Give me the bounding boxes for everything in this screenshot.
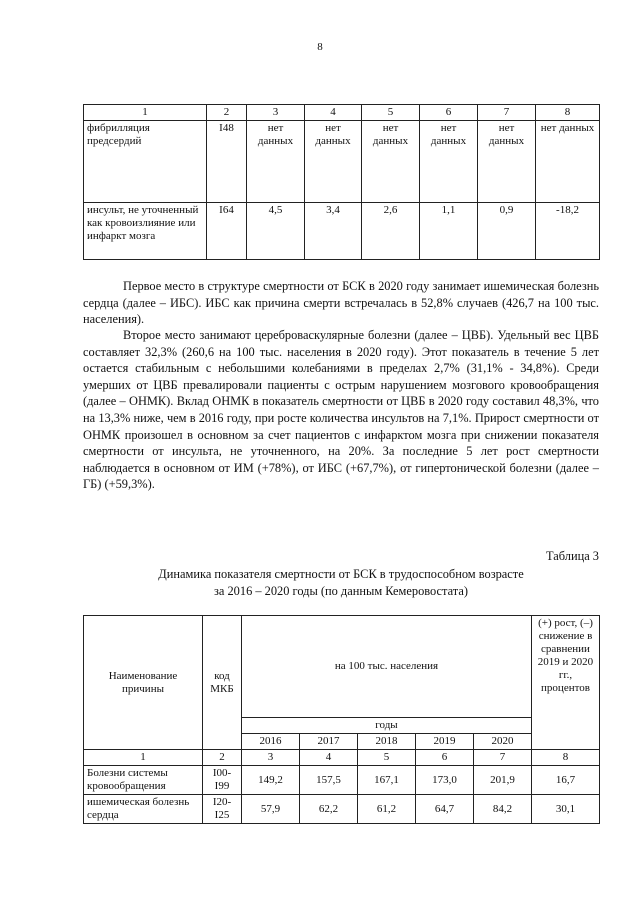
change-cell: 16,7 xyxy=(532,766,600,795)
table-cell: 201,9 xyxy=(474,766,532,795)
table-cell: 149,2 xyxy=(242,766,300,795)
table-title-line: за 2016 – 2020 годы (по данным Кемеровостата) xyxy=(214,583,468,598)
paragraph: Второе место занимают цереброваскулярные болезни (далее – ЦВБ). Удельный вес ЦВБ составляет 32,3% (260,6 на 100 тыс. населения в 2020 году). Этот показатель в течение 5 лет остается стабильным с небольшими колебаниями в пределах 2,7% (31,1% - 34,8%). Среди умерших от ЦВБ превалировали пациенты с острым нарушением мозгового кровообращения (далее – ОНМК). Вклад ОНМК в показатель смертности от ЦВБ в 2020 году составил 48,3%, что на 13,3% ниже, чем в 2016 году, при росте количества инсультов на 7,1%. Прирост смертности от ОНМК произошел в основном за счет пациентов с инфарктом мозга при снижении показателя смертности от инсульта, не уточненного, на 20%. За последние 5 лет рост смертности наблюдается в основном от ИМ (+78%), от ИБС (+67,7%), от гипертонической болезни (далее – ГБ) (+59,3%). xyxy=(83,328,599,492)
table-cell: -18,2 xyxy=(536,203,600,260)
table-header-row xyxy=(84,105,600,121)
year-header: 2018 xyxy=(358,734,416,750)
table-row xyxy=(84,203,600,260)
header-change: (+) рост, (–) снижение в сравнении 2019 и 2020 гг., процентов xyxy=(532,616,600,750)
year-header: 2020 xyxy=(474,734,532,750)
mortality-table xyxy=(83,615,600,824)
cause-name: ишемическая болезнь сердца xyxy=(84,795,203,824)
icd-code: I48 xyxy=(207,121,247,203)
icd-code: I64 xyxy=(207,203,247,260)
table-cell: 61,2 xyxy=(358,795,416,824)
cause-name: фибрилляция предсердий xyxy=(84,121,207,203)
paragraph: Первое место в структуре смертности от БСК в 2020 году занимает ишемическая болезнь сердца (далее – ИБС). ИБС как причина смерти встречалась в 52,8% случаев (426,7 на 100 тыс. населения). xyxy=(83,279,599,327)
table-row xyxy=(84,766,600,795)
header-cause-name: Наименование причины xyxy=(84,616,203,750)
col-number: 8 xyxy=(532,750,600,766)
year-header: 2019 xyxy=(416,734,474,750)
col-number: 3 xyxy=(247,105,305,121)
icd-code: I00-I99 xyxy=(203,766,242,795)
table-number-row xyxy=(84,750,600,766)
header-icd-code: код МКБ xyxy=(203,616,242,750)
table-cell: 1,1 xyxy=(420,203,478,260)
col-number: 5 xyxy=(358,750,416,766)
icd-code: I20-I25 xyxy=(203,795,242,824)
table-row xyxy=(84,121,600,203)
table-title-line: Динамика показателя смертности от БСК в трудоспособном возрасте xyxy=(158,567,524,581)
table-header-row xyxy=(84,616,600,718)
year-header: 2016 xyxy=(242,734,300,750)
table-cell: нет данных xyxy=(536,121,600,203)
col-number: 4 xyxy=(305,105,362,121)
col-number: 8 xyxy=(536,105,600,121)
col-number: 3 xyxy=(242,750,300,766)
table-cell: 4,5 xyxy=(247,203,305,260)
table-cell: 3,4 xyxy=(305,203,362,260)
table-cell: 0,9 xyxy=(478,203,536,260)
cause-name: инсульт, не уточненный как кровоизлияние или инфаркт мозга xyxy=(84,203,207,260)
col-number: 6 xyxy=(420,105,478,121)
table-label: Таблица 3 xyxy=(546,549,599,563)
cause-name: Болезни системы кровообращения xyxy=(84,766,203,795)
table-cell: 157,5 xyxy=(300,766,358,795)
col-number: 2 xyxy=(203,750,242,766)
col-number: 7 xyxy=(478,105,536,121)
table-cell: 64,7 xyxy=(416,795,474,824)
col-number: 1 xyxy=(84,105,207,121)
table-cell: 2,6 xyxy=(362,203,420,260)
header-years: годы xyxy=(242,718,532,734)
col-number: 4 xyxy=(300,750,358,766)
table-cell: нет данных xyxy=(362,121,420,203)
change-cell: 30,1 xyxy=(532,795,600,824)
table-cell: 167,1 xyxy=(358,766,416,795)
col-number: 7 xyxy=(474,750,532,766)
col-number: 6 xyxy=(416,750,474,766)
header-per-100k: на 100 тыс. населения xyxy=(242,616,532,718)
continuation-table xyxy=(83,104,600,260)
table-cell: нет данных xyxy=(478,121,536,203)
table-title xyxy=(83,566,599,599)
table-cell: 57,9 xyxy=(242,795,300,824)
page-number: 8 xyxy=(317,41,323,53)
table-cell: 173,0 xyxy=(416,766,474,795)
col-number: 1 xyxy=(84,750,203,766)
table-cell: 84,2 xyxy=(474,795,532,824)
table-cell: нет данных xyxy=(247,121,305,203)
col-number: 2 xyxy=(207,105,247,121)
table-cell: нет данных xyxy=(420,121,478,203)
table-row xyxy=(84,795,600,824)
table-cell: 62,2 xyxy=(300,795,358,824)
table-cell: нет данных xyxy=(305,121,362,203)
col-number: 5 xyxy=(362,105,420,121)
year-header: 2017 xyxy=(300,734,358,750)
